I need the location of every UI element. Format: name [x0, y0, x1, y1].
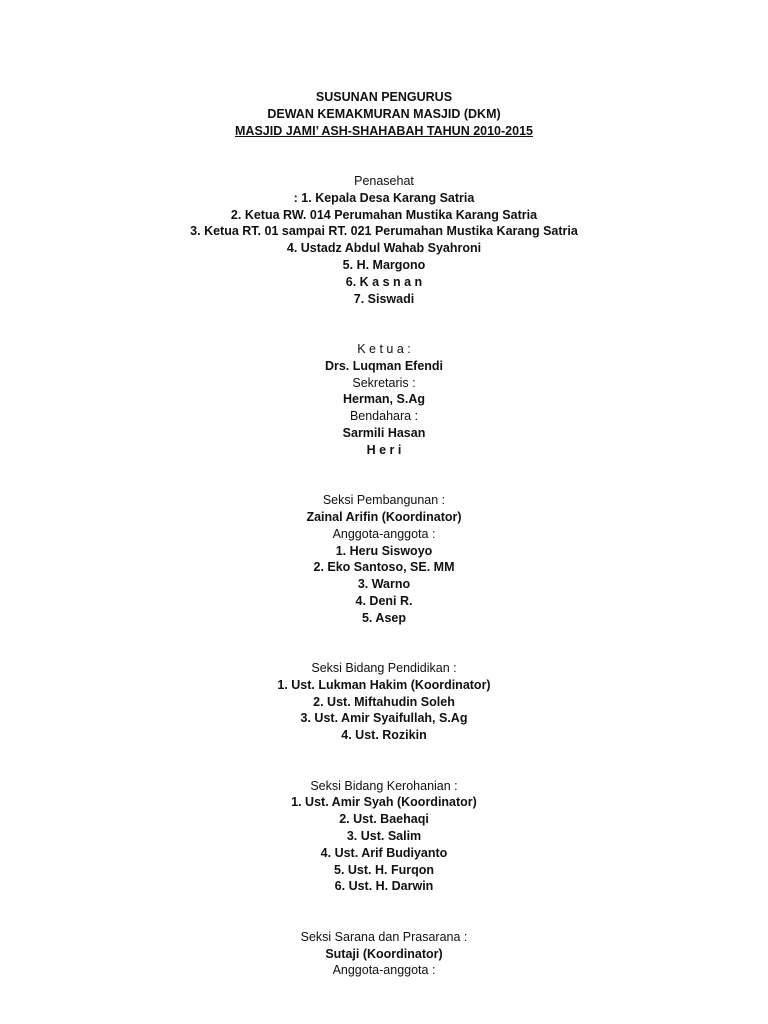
penasehat-item: 2. Ketua RW. 014 Perumahan Mustika Karang Satria [230, 207, 538, 222]
seksi-sarana-anggota-label: Anggota-anggota : [332, 963, 436, 978]
seksi-kerohanian-member: 3. Ust. Salim [346, 829, 422, 844]
penasehat-item: 6. K a s n a n [345, 274, 423, 289]
ketua-label: K e t u a : [357, 341, 411, 356]
doc-title-line-2: DEWAN KEMAKMURAN MASJID (DKM) [267, 106, 501, 121]
seksi-pembangunan-member: 2. Eko Santoso, SE. MM [313, 560, 455, 575]
ketua-name: Drs. Luqman Efendi [324, 358, 444, 373]
penasehat-item: : 1. Kepala Desa Karang Satria [293, 190, 475, 205]
seksi-pendidikan-member: 3. Ust. Amir Syaifullah, S.Ag [300, 711, 468, 726]
seksi-pembangunan-anggota-label: Anggota-anggota : [332, 526, 436, 541]
seksi-kerohanian-member: 1. Ust. Amir Syah (Koordinator) [291, 795, 477, 810]
seksi-kerohanian-member: 4. Ust. Arif Budiyanto [320, 845, 448, 860]
sekretaris-label: Sekretaris : [352, 375, 416, 390]
seksi-pembangunan-member: 4. Deni R. [355, 593, 413, 608]
seksi-pembangunan-member: 3. Warno [357, 577, 411, 592]
doc-title-line-1: SUSUNAN PENGURUS [315, 90, 453, 104]
bendahara-name: Sarmili Hasan [342, 425, 426, 440]
seksi-pembangunan-heading: Seksi Pembangunan : [322, 493, 446, 508]
penasehat-item: 3. Ketua RT. 01 sampai RT. 021 Perumahan Mustika Karang Satria [190, 224, 578, 239]
seksi-kerohanian-member: 6. Ust. H. Darwin [334, 879, 434, 894]
seksi-pendidikan-member: 1. Ust. Lukman Hakim (Koordinator) [277, 677, 491, 692]
penasehat-item: 7. Siswadi [353, 291, 415, 306]
seksi-pembangunan-member: 1. Heru Siswoyo [335, 543, 433, 558]
penasehat-item: 4. Ustadz Abdul Wahab Syahroni [286, 241, 482, 256]
spacer [0, 307, 768, 341]
spacer [0, 744, 768, 778]
spacer [0, 895, 768, 929]
sekretaris-name: Herman, S.Ag [343, 392, 425, 407]
seksi-sarana-heading: Seksi Sarana dan Prasarana : [300, 929, 468, 944]
seksi-sarana-koordinator: Sutaji (Koordinator) [325, 946, 443, 961]
spacer [0, 627, 768, 661]
spacer [0, 459, 768, 493]
seksi-pembangunan-member: 5. Asep [361, 610, 406, 625]
penasehat-item: 5. H. Margono [342, 257, 426, 272]
seksi-kerohanian-heading: Seksi Bidang Kerohanian : [310, 778, 458, 793]
seksi-pendidikan-heading: Seksi Bidang Pendidikan : [311, 661, 457, 676]
seksi-kerohanian-member: 5. Ust. H. Furqon [334, 862, 434, 877]
doc-title-line-3: MASJID JAMI’ ASH-SHAHABAH TAHUN 2010-2015 [235, 123, 533, 138]
penasehat-heading: Penasehat [354, 173, 414, 188]
bendahara-label: Bendahara : [349, 409, 419, 424]
seksi-pendidikan-member: 4. Ust. Rozikin [341, 728, 427, 743]
seksi-kerohanian-member: 2. Ust. Baehaqi [339, 812, 429, 827]
seksi-pembangunan-koordinator: Zainal Arifin (Koordinator) [306, 509, 462, 524]
bendahara-name: H e r i [366, 442, 402, 457]
seksi-pendidikan-member: 2. Ust. Miftahudin Soleh [313, 694, 455, 709]
spacer [0, 139, 768, 173]
